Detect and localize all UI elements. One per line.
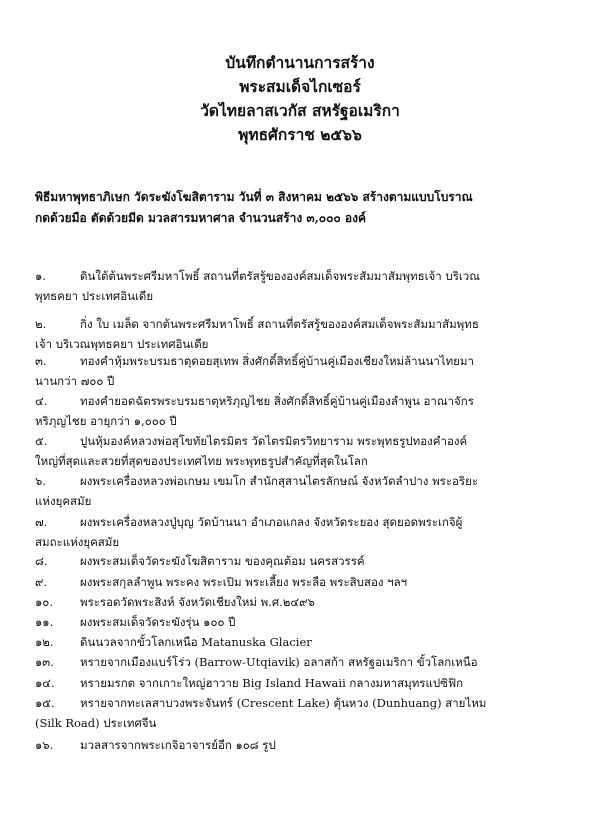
item-number: ๑๐.: [35, 595, 53, 609]
item-text: กิ่ง ใบ เมล็ด จากต้นพระศรีมหาโพธิ์ สถานที่ตรัสรู้ขององค์สมเด็จพระสัมมาสัมพุทธ: [80, 317, 479, 331]
item-text: ผงพระสกุลลำพูน พระคง พระเปิม พระเลี้ยง พระลือ พระสิบสอง ฯลฯ: [80, 575, 408, 589]
item-text: ทองคำยอดฉัตรพระบรมธาตุหริภุญไชย สิ่งศักดิ์สิทธิ์คู่บ้านคู่เมืองลำพูน อาณาจักร: [80, 394, 474, 408]
item-continuation: แห่งยุคสมัย: [35, 493, 92, 508]
item-continuation: พุทธคยา ประเทศอินเดีย: [35, 288, 154, 303]
item-text: ทองคำหุ้มพระบรมธาตุดอยสุเทพ สิ่งศักดิ์สิทธิ์คู่บ้านคู่เมืองเชียงใหม่ล้านนาไทยมา: [80, 354, 474, 368]
title-line-4: พุทธศักราช ๒๕๖๖: [238, 125, 362, 144]
title-line-1: บันทึกตำนานการสร้าง: [225, 53, 375, 72]
item-continuation: ใหญ่ที่สุดและสวยที่สุดของประเทศไทย พระพุทธรูปสำคัญที่สุดในโลก: [35, 453, 368, 468]
item-number: ๘.: [35, 554, 48, 568]
item-continuation: นานกว่า ๗๐๐ ปี: [35, 373, 115, 388]
item-number: ๑๖.: [35, 738, 54, 752]
item-number: ๑๕.: [35, 696, 55, 710]
item-number: ๖.: [35, 474, 46, 488]
item-continuation: เจ้า บริเวณพุทธคยา ประเทศอินเดีย: [35, 336, 209, 351]
item-text: ดินนวลจากขั้วโลกเหนือ Matanuska Glacier: [80, 635, 312, 649]
item-number: ๓.: [35, 354, 47, 368]
item-text: ผงพระสมเด็จวัดระฆังโฆสิตาราม ของคุณต้อม นครสวรรค์: [80, 554, 365, 568]
item-continuation: สมถะแห่งยุคสมัย: [35, 534, 120, 549]
item-number: ๑.: [35, 269, 46, 283]
item-text: ดินใต้ต้นพระศรีมหาโพธิ์ สถานที่ตรัสรู้ขององค์สมเด็จพระสัมมาสัมพุทธเจ้า บริเวณ: [80, 269, 480, 283]
item-continuation: หริภุญไชย อายุกว่า ๑,๐๐๐ ปี: [35, 413, 177, 428]
item-number: ๙.: [35, 575, 48, 589]
item-number: ๗.: [35, 515, 48, 529]
item-text: หรายจากเมืองแบร์โร่ว (Barrow-Utqiavik) อลาสก้า สหรัฐอเมริกา ขั้วโลกเหนือ: [80, 655, 478, 669]
item-number: ๒.: [35, 317, 47, 331]
item-continuation: (Silk Road) ประเทศจีน: [35, 715, 157, 730]
title-line-2: พระสมเด็จไกเซอร์: [239, 77, 361, 96]
item-text: มวลสารจากพระเกจิอาจารย์อีก ๑๐๘ รูป: [80, 738, 276, 752]
item-text: หรายมรกต จากเกาะใหญ่ฮาวาย Big Island Hawaii กลางมหาสมุทรแปซิฟิก: [80, 676, 464, 690]
item-text: ผงพระสมเด็จวัดระฆังรุ่น ๑๐๐ ปี: [80, 615, 236, 629]
item-number: ๑๔.: [35, 676, 55, 690]
item-text: ผงพระเครื่องหลวงปู่บุญ วัดบ้านนา อำเภอแกลง จังหวัดระยอง สุดยอดพระเกจิผู้: [80, 515, 463, 529]
item-text: ปูนหุ้มองค์หลวงพ่อสุโขทัยไตรมิตร วัดไตรมิตรวิทยาราม พระพุทธรูปทองคำองค์: [80, 434, 468, 448]
title-line-3: วัดไทยลาสเวกัส สหรัฐอเมริกา: [200, 101, 400, 120]
item-text: พระรอดวัดพระสิงห์ จังหวัดเชียงใหม่ พ.ศ.๒๔๙๖: [80, 595, 315, 609]
item-number: ๑๒.: [35, 635, 54, 649]
intro-line-1: พิธีมหาพุทธาภิเษก วัดระฆังโฆสิตาราม วันที่ ๓ สิงหาคม ๒๕๖๖ สร้างตามแบบโบราณ: [35, 190, 473, 204]
item-number: ๕.: [35, 434, 48, 448]
item-text: ผงพระเครื่องหลวงพ่อเกษม เขมโก สำนักสุสานไตรลักษณ์ จังหวัดลำปาง พระอริยะ: [80, 474, 479, 488]
intro-line-2: กดด้วยมือ ตัดด้วยมีด มวลสารมหาศาล จำนวนสร้าง ๓,๐๐๐ องค์: [35, 211, 366, 225]
item-text: หรายจากทะเลสาบวงพระจันทร์ (Crescent Lake) ตุ้นหวง (Dunhuang) สายไหม: [80, 696, 487, 710]
item-number: ๔.: [35, 394, 48, 408]
item-number: ๑๑.: [35, 615, 54, 629]
item-number: ๑๓.: [35, 655, 54, 669]
